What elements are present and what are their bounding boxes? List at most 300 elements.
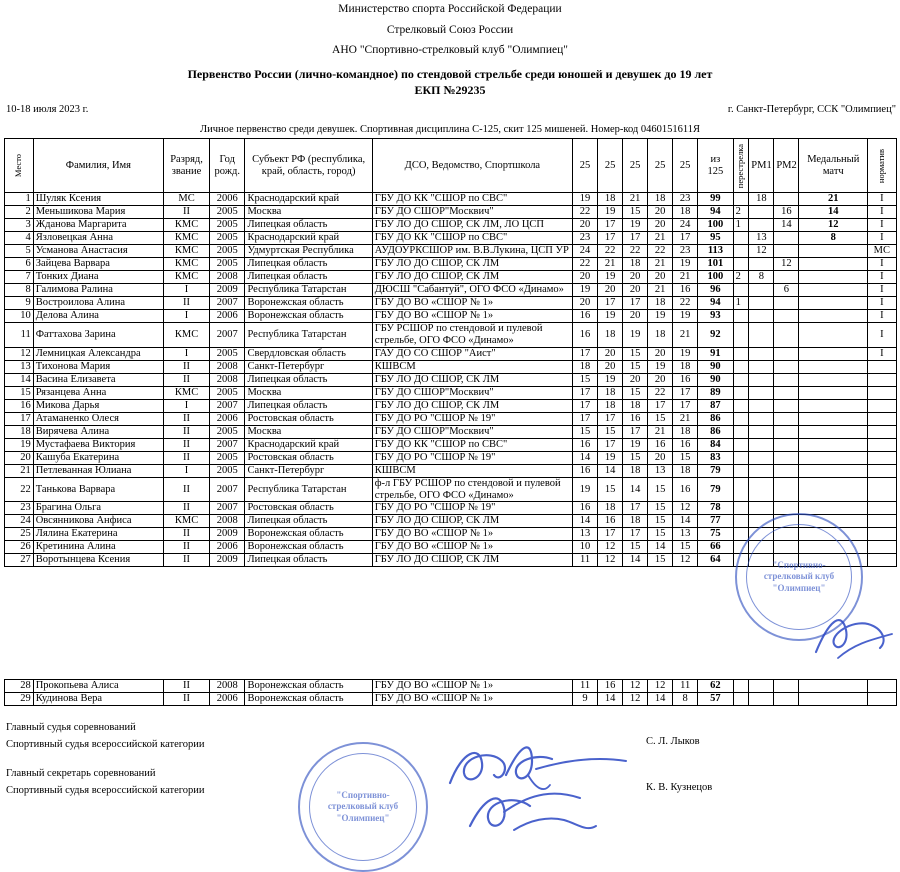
col-total: из 125: [698, 139, 733, 193]
cell-rm1: [749, 693, 774, 706]
cell-rank: II: [164, 297, 210, 310]
cell-rank: II: [164, 502, 210, 515]
cell-rm2: [774, 232, 799, 245]
cell-total: 66: [698, 541, 733, 554]
cell-rm1: [749, 502, 774, 515]
cell-total: 100: [698, 219, 733, 232]
cell-rm2: [774, 271, 799, 284]
cell-rm1: [749, 206, 774, 219]
cell-norm: [868, 360, 896, 373]
cell-norm: МС: [868, 245, 896, 258]
signature-role-line1: Главный секретарь соревнований: [6, 768, 156, 780]
cell-series-1: 22: [573, 258, 598, 271]
cell-series-4: 15: [648, 554, 673, 567]
cell-rm2: [774, 360, 799, 373]
table-row: [4, 386, 896, 399]
table-row: [4, 271, 896, 284]
cell-series-3: 20: [623, 310, 648, 323]
cell-rank: КМС: [164, 245, 210, 258]
cell-region: Липецкая область: [245, 399, 372, 412]
document-header: [0, 0, 900, 98]
cell-shootoff: [733, 693, 749, 706]
cell-rank: II: [164, 477, 210, 502]
cell-region: Санкт-Петербург: [245, 360, 372, 373]
cell-series-4: 21: [648, 425, 673, 438]
cell-club: ф-л ГБУ РСШОР по стендовой и пулевой стрельбе, ОГО ФСО «Динамо»: [372, 477, 572, 502]
cell-rm1: [749, 297, 774, 310]
cell-athlete-name: Усманова Анастасия: [33, 245, 163, 258]
cell-birth-year: 2005: [210, 451, 245, 464]
cell-norm: [868, 693, 896, 706]
cell-norm: I: [868, 347, 896, 360]
cell-birth-year: 2007: [210, 477, 245, 502]
cell-rm2: [774, 425, 799, 438]
cell-series-1: 15: [573, 373, 598, 386]
cell-rm2: [774, 554, 799, 567]
cell-shootoff: [733, 258, 749, 271]
cell-series-2: 22: [598, 245, 623, 258]
cell-rm2: [774, 680, 799, 693]
cell-series-1: 17: [573, 347, 598, 360]
cell-place: 22: [4, 477, 33, 502]
cell-place: 2: [4, 206, 33, 219]
cell-club: ГБУ ДО ВО «СШОР № 1»: [372, 297, 572, 310]
cell-rm2: [774, 528, 799, 541]
cell-series-1: 20: [573, 297, 598, 310]
cell-shootoff: [733, 412, 749, 425]
cell-shootoff: 1: [733, 297, 749, 310]
cell-total: 77: [698, 515, 733, 528]
cell-series-4: 22: [648, 245, 673, 258]
cell-birth-year: 2005: [210, 347, 245, 360]
cell-rm1: [749, 464, 774, 477]
results-table: [4, 138, 897, 567]
cell-birth-year: 2007: [210, 297, 245, 310]
cell-shootoff: [733, 502, 749, 515]
table-row: [4, 680, 896, 693]
cell-club: ГБУ ДО КК "СШОР по СВС": [372, 232, 572, 245]
cell-total: 96: [698, 284, 733, 297]
cell-place: 11: [4, 323, 33, 348]
cell-birth-year: 2008: [210, 515, 245, 528]
cell-rm1: [749, 528, 774, 541]
cell-club: КШВСМ: [372, 360, 572, 373]
col-series-1: 25: [573, 139, 598, 193]
cell-medal-match: [799, 373, 868, 386]
table-row: [4, 310, 896, 323]
col-series-5: 25: [673, 139, 698, 193]
cell-series-3: 20: [623, 271, 648, 284]
cell-series-1: 10: [573, 541, 598, 554]
cell-medal-match: [799, 680, 868, 693]
table-row: [4, 219, 896, 232]
cell-series-5: 19: [673, 258, 698, 271]
cell-total: 86: [698, 412, 733, 425]
cell-norm: [868, 373, 896, 386]
cell-series-3: 17: [623, 502, 648, 515]
cell-region: Липецкая область: [245, 554, 372, 567]
col-medal-match: Медальный матч: [799, 139, 868, 193]
cell-rm1: [749, 323, 774, 348]
cell-norm: I: [868, 310, 896, 323]
cell-rm2: [774, 541, 799, 554]
cell-place: 3: [4, 219, 33, 232]
cell-club: ГБУ ЛО ДО СШОР, СК ЛМ, ЛО ЦСП: [372, 219, 572, 232]
cell-medal-match: [799, 399, 868, 412]
cell-series-1: 19: [573, 284, 598, 297]
cell-place: 27: [4, 554, 33, 567]
cell-place: 23: [4, 502, 33, 515]
cell-norm: [868, 515, 896, 528]
table-row: [4, 232, 896, 245]
cell-series-5: 21: [673, 271, 698, 284]
cell-series-3: 14: [623, 554, 648, 567]
cell-series-5: 15: [673, 541, 698, 554]
cell-rm2: [774, 323, 799, 348]
cell-rank: I: [164, 310, 210, 323]
table-header-row: [4, 139, 896, 193]
cell-total: 57: [698, 693, 733, 706]
stamp-line1: "Спортивно-: [336, 790, 390, 801]
cell-series-4: 18: [648, 323, 673, 348]
cell-series-3: 18: [623, 515, 648, 528]
cell-series-2: 19: [598, 451, 623, 464]
results-table-continued: [4, 679, 897, 706]
cell-medal-match: [799, 693, 868, 706]
cell-series-3: 22: [623, 245, 648, 258]
cell-total: 84: [698, 438, 733, 451]
cell-series-2: 20: [598, 284, 623, 297]
cell-place: 12: [4, 347, 33, 360]
cell-rm2: [774, 451, 799, 464]
results-table-continued-body: [4, 680, 896, 706]
cell-norm: [868, 541, 896, 554]
cell-rm2: 16: [774, 206, 799, 219]
cell-medal-match: 12: [799, 219, 868, 232]
cell-birth-year: 2009: [210, 528, 245, 541]
cell-medal-match: [799, 412, 868, 425]
cell-series-4: 20: [648, 373, 673, 386]
cell-rm1: [749, 360, 774, 373]
cell-norm: [868, 399, 896, 412]
cell-region: Краснодарский край: [245, 232, 372, 245]
cell-athlete-name: Жданова Маргарита: [33, 219, 163, 232]
cell-shootoff: [733, 541, 749, 554]
cell-series-5: 14: [673, 515, 698, 528]
cell-medal-match: [799, 297, 868, 310]
cell-rank: II: [164, 438, 210, 451]
cell-medal-match: [799, 451, 868, 464]
cell-shootoff: [733, 477, 749, 502]
cell-rank: КМС: [164, 232, 210, 245]
cell-series-5: 23: [673, 193, 698, 206]
cell-norm: I: [868, 258, 896, 271]
cell-region: Республика Татарстан: [245, 284, 372, 297]
cell-birth-year: 2008: [210, 680, 245, 693]
cell-club: АУДОУРКСШОР им. В.В.Лукина, ЦСП УР: [372, 245, 572, 258]
table-row: [4, 693, 896, 706]
signature-chief-secretary: [6, 766, 900, 812]
cell-shootoff: 1: [733, 219, 749, 232]
signatures-block: [0, 720, 900, 812]
cell-series-3: 19: [623, 219, 648, 232]
cell-birth-year: 2008: [210, 271, 245, 284]
cell-series-2: 12: [598, 554, 623, 567]
table-row: [4, 206, 896, 219]
cell-rank: I: [164, 399, 210, 412]
cell-series-4: 16: [648, 438, 673, 451]
meta-row: [0, 100, 900, 115]
cell-region: Санкт-Петербург: [245, 464, 372, 477]
cell-series-3: 15: [623, 360, 648, 373]
cell-shootoff: 2: [733, 206, 749, 219]
cell-series-4: 15: [648, 502, 673, 515]
cell-series-1: 14: [573, 515, 598, 528]
cell-total: 89: [698, 386, 733, 399]
cell-birth-year: 2007: [210, 502, 245, 515]
cell-rm1: [749, 680, 774, 693]
cell-series-2: 16: [598, 680, 623, 693]
col-series-4: 25: [648, 139, 673, 193]
cell-series-4: 19: [648, 360, 673, 373]
cell-norm: I: [868, 323, 896, 348]
cell-series-5: 17: [673, 386, 698, 399]
cell-place: 7: [4, 271, 33, 284]
cell-rank: I: [164, 347, 210, 360]
cell-athlete-name: Васина Елизавета: [33, 373, 163, 386]
cell-rm1: [749, 386, 774, 399]
cell-rm1: [749, 477, 774, 502]
cell-series-3: 18: [623, 258, 648, 271]
cell-series-1: 11: [573, 680, 598, 693]
cell-region: Липецкая область: [245, 373, 372, 386]
cell-athlete-name: Кашуба Екатерина: [33, 451, 163, 464]
cell-series-4: 12: [648, 680, 673, 693]
cell-athlete-name: Вирячева Алина: [33, 425, 163, 438]
cell-series-3: 18: [623, 399, 648, 412]
cell-series-3: 15: [623, 541, 648, 554]
cell-birth-year: 2005: [210, 245, 245, 258]
cell-series-1: 16: [573, 438, 598, 451]
cell-athlete-name: Фаттахова Зарина: [33, 323, 163, 348]
cell-norm: [868, 528, 896, 541]
cell-club: ГБУ ДО ВО «СШОР № 1»: [372, 680, 572, 693]
table-row: [4, 297, 896, 310]
cell-rank: II: [164, 412, 210, 425]
cell-norm: I: [868, 284, 896, 297]
signature-role-line2: Спортивный судья всероссийской категории: [6, 738, 205, 750]
col-place: Место: [4, 139, 33, 193]
cell-series-4: 15: [648, 412, 673, 425]
cell-series-2: 17: [598, 219, 623, 232]
cell-rm1: [749, 451, 774, 464]
cell-series-2: 21: [598, 258, 623, 271]
cell-norm: [868, 680, 896, 693]
cell-rm2: [774, 515, 799, 528]
stamp-line2: стрелковый клуб: [327, 801, 399, 812]
cell-athlete-name: Микова Дарья: [33, 399, 163, 412]
cell-rm1: [749, 515, 774, 528]
cell-place: 10: [4, 310, 33, 323]
cell-club: ГБУ РСШОР по стендовой и пулевой стрельбе, ОГО ФСО «Динамо»: [372, 323, 572, 348]
cell-series-1: 17: [573, 386, 598, 399]
cell-athlete-name: Атаманенко Олеся: [33, 412, 163, 425]
cell-medal-match: [799, 310, 868, 323]
cell-series-1: 16: [573, 502, 598, 515]
cell-rm2: [774, 693, 799, 706]
cell-total: 90: [698, 360, 733, 373]
cell-medal-match: [799, 386, 868, 399]
cell-athlete-name: Меньшикова Мария: [33, 206, 163, 219]
cell-series-2: 18: [598, 399, 623, 412]
cell-shootoff: [733, 451, 749, 464]
cell-birth-year: 2009: [210, 554, 245, 567]
cell-series-3: 17: [623, 297, 648, 310]
cell-series-4: 19: [648, 310, 673, 323]
cell-series-5: 16: [673, 438, 698, 451]
cell-series-1: 19: [573, 193, 598, 206]
cell-club: ГБУ ДО СШОР"Москвич": [372, 425, 572, 438]
cell-athlete-name: Лялина Екатерина: [33, 528, 163, 541]
cell-rm2: [774, 438, 799, 451]
cell-shootoff: [733, 399, 749, 412]
cell-series-1: 20: [573, 271, 598, 284]
cell-region: Москва: [245, 386, 372, 399]
union-line: Стрелковый Союз России: [386, 23, 514, 36]
cell-total: 101: [698, 258, 733, 271]
cell-athlete-name: Танькова Варвара: [33, 477, 163, 502]
col-year: Год рожд.: [210, 139, 245, 193]
cell-series-5: 18: [673, 360, 698, 373]
cell-series-2: 20: [598, 347, 623, 360]
cell-place: 13: [4, 360, 33, 373]
cell-athlete-name: Востроилова Алина: [33, 297, 163, 310]
cell-total: 94: [698, 297, 733, 310]
table-row: [4, 438, 896, 451]
cell-series-3: 15: [623, 347, 648, 360]
cell-series-3: 20: [623, 373, 648, 386]
cell-norm: [868, 425, 896, 438]
table-row: [4, 528, 896, 541]
cell-total: 92: [698, 323, 733, 348]
cell-total: 95: [698, 232, 733, 245]
stamp-area-spacer: [0, 567, 900, 679]
cell-norm: [868, 451, 896, 464]
cell-shootoff: [733, 323, 749, 348]
cell-series-5: 18: [673, 425, 698, 438]
cell-athlete-name: Зайцева Варвара: [33, 258, 163, 271]
cell-rm1: [749, 347, 774, 360]
cell-club: ДЮСШ "Сабантуй", ОГО ФСО «Динамо»: [372, 284, 572, 297]
cell-series-2: 17: [598, 297, 623, 310]
cell-series-3: 18: [623, 464, 648, 477]
cell-athlete-name: Кудинова Вера: [33, 693, 163, 706]
table-row: [4, 399, 896, 412]
signature-name: С. Л. Лыков: [646, 736, 700, 748]
cell-birth-year: 2005: [210, 219, 245, 232]
cell-region: Москва: [245, 206, 372, 219]
cell-series-2: 18: [598, 502, 623, 515]
cell-norm: [868, 438, 896, 451]
signature-role-line1: Главный судья соревнований: [6, 722, 136, 734]
table-row: [4, 193, 896, 206]
cell-athlete-name: Прокопьева Алиса: [33, 680, 163, 693]
table-row: [4, 515, 896, 528]
cell-birth-year: 2005: [210, 258, 245, 271]
cell-rm2: 12: [774, 258, 799, 271]
cell-norm: [868, 386, 896, 399]
cell-total: 113: [698, 245, 733, 258]
cell-athlete-name: Брагина Ольга: [33, 502, 163, 515]
cell-series-1: 11: [573, 554, 598, 567]
col-club: ДСО, Ведомство, Спортшкола: [372, 139, 572, 193]
stamp-line2: стрелковый клуб: [763, 571, 835, 582]
cell-region: Воронежская область: [245, 297, 372, 310]
cell-series-2: 15: [598, 425, 623, 438]
cell-series-2: 17: [598, 232, 623, 245]
cell-club: ГБУ ДО КК "СШОР по СВС": [372, 193, 572, 206]
cell-medal-match: 21: [799, 193, 868, 206]
cell-series-2: 18: [598, 386, 623, 399]
cell-club: ГБУ ДО РО "СШОР № 19": [372, 451, 572, 464]
cell-series-5: 18: [673, 206, 698, 219]
cell-series-4: 21: [648, 284, 673, 297]
cell-athlete-name: Тихонова Мария: [33, 360, 163, 373]
cell-norm: [868, 554, 896, 567]
cell-series-2: 19: [598, 310, 623, 323]
cell-shootoff: [733, 515, 749, 528]
cell-rm1: [749, 554, 774, 567]
cell-region: Липецкая область: [245, 258, 372, 271]
event-place: г. Санкт-Петербург, ССК "Олимпиец": [727, 104, 896, 116]
col-rm2: РМ2: [774, 139, 799, 193]
cell-series-4: 20: [648, 347, 673, 360]
event-dates: 10-18 июля 2023 г.: [6, 104, 89, 116]
stamp-line3: "Олимпиец": [336, 812, 390, 823]
cell-rank: II: [164, 451, 210, 464]
cell-club: ГБУ ДО ВО «СШОР № 1»: [372, 693, 572, 706]
cell-rm1: [749, 284, 774, 297]
cell-series-4: 22: [648, 386, 673, 399]
cell-series-5: 12: [673, 502, 698, 515]
cell-rank: II: [164, 360, 210, 373]
cell-shootoff: [733, 373, 749, 386]
cell-region: Удмуртская Республика: [245, 245, 372, 258]
cell-rm1: [749, 373, 774, 386]
cell-series-5: 16: [673, 373, 698, 386]
cell-medal-match: [799, 323, 868, 348]
cell-series-4: 20: [648, 219, 673, 232]
cell-series-3: 20: [623, 284, 648, 297]
cell-medal-match: [799, 477, 868, 502]
cell-place: 8: [4, 284, 33, 297]
cell-shootoff: [733, 193, 749, 206]
cell-series-1: 13: [573, 528, 598, 541]
cell-series-2: 19: [598, 271, 623, 284]
cell-norm: I: [868, 271, 896, 284]
cell-series-4: 14: [648, 541, 673, 554]
cell-rm1: [749, 425, 774, 438]
cell-series-4: 17: [648, 399, 673, 412]
cell-medal-match: [799, 541, 868, 554]
cell-rank: КМС: [164, 271, 210, 284]
cell-medal-match: [799, 528, 868, 541]
table-row: [4, 373, 896, 386]
cell-athlete-name: Мустафаева Виктория: [33, 438, 163, 451]
cell-club: ГБУ ЛО ДО СШОР, СК ЛМ: [372, 373, 572, 386]
cell-shootoff: [733, 425, 749, 438]
cell-series-4: 18: [648, 193, 673, 206]
